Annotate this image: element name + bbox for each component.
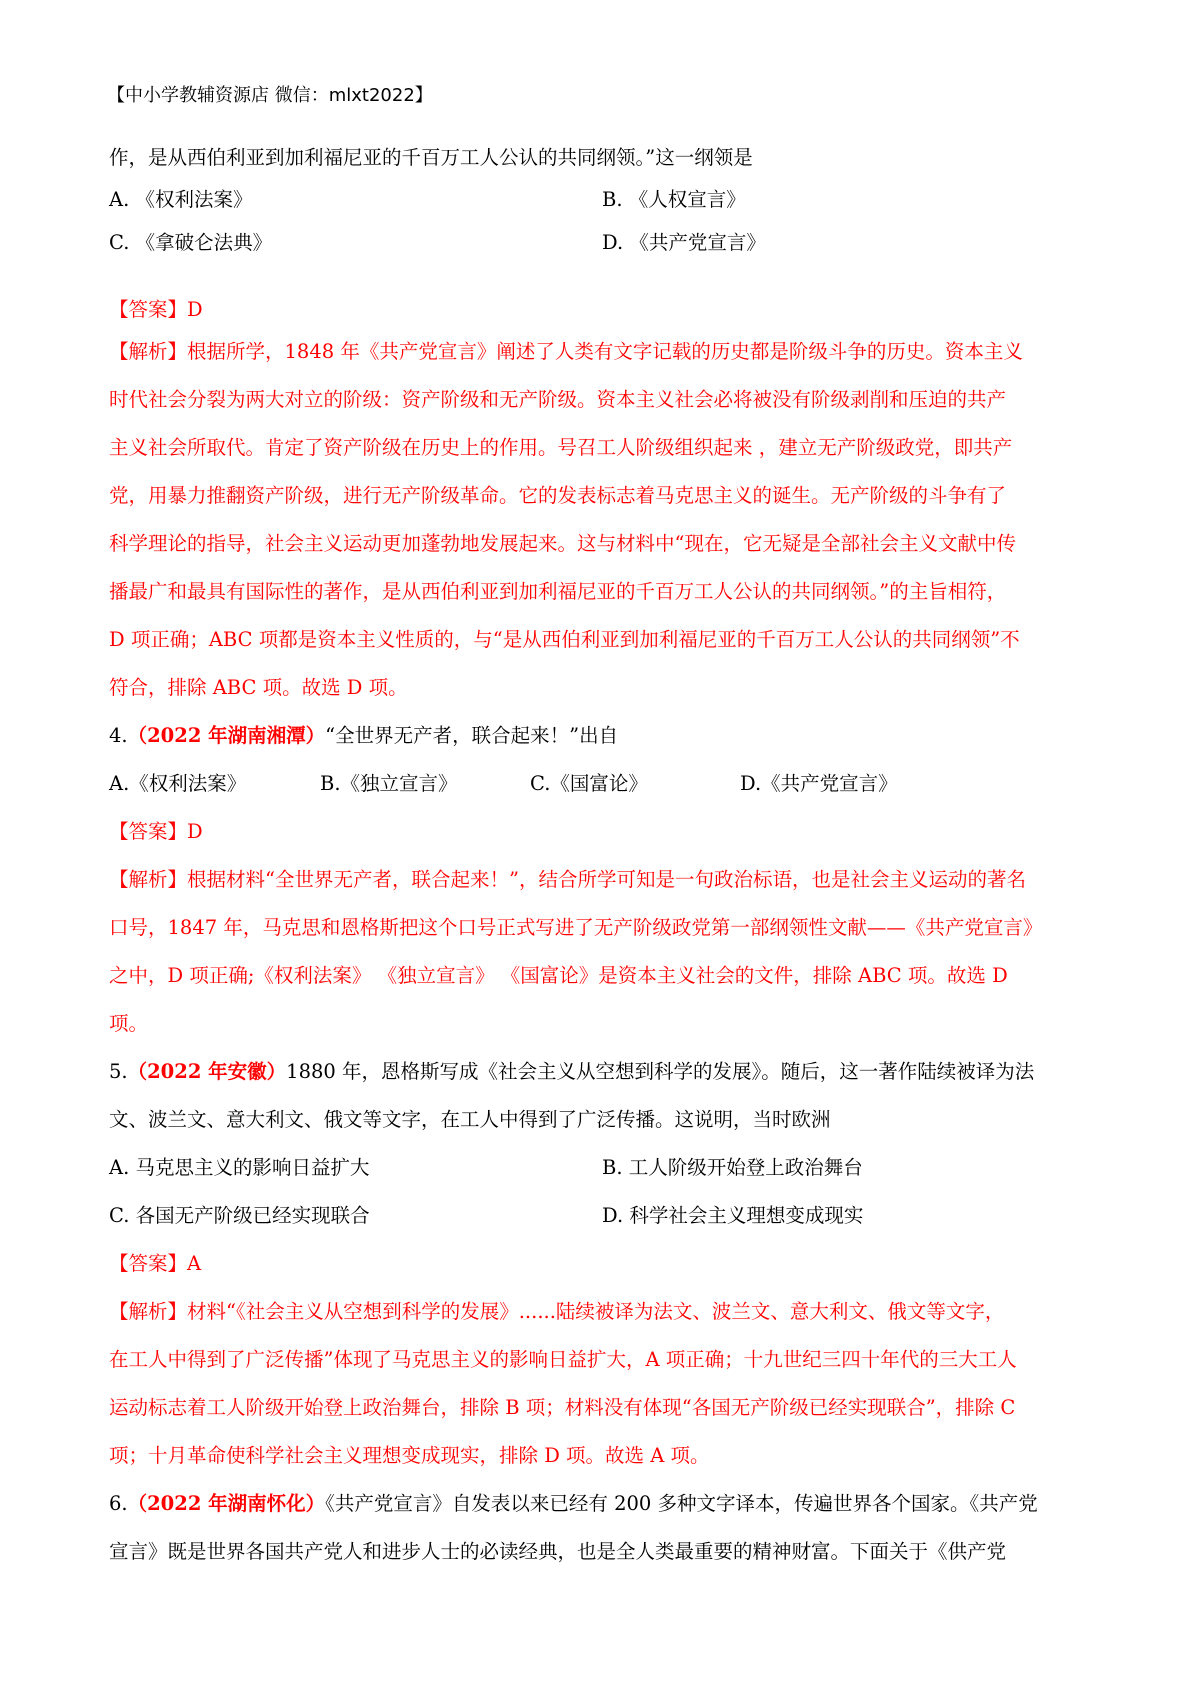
- q3-analysis-line: 时代社会分裂为两大对立的阶级：资产阶级和无产阶级。资本主义社会必将被没有阶级剥削和压迫的共产: [109, 388, 1007, 411]
- q3-analysis-line: 符合，排除 ABC 项。故选 D 项。: [109, 676, 408, 699]
- q5-analysis-line: 项；十月革命使科学社会主义理想变成现实，排除 D 项。故选 A 项。: [109, 1444, 710, 1467]
- q4-stem: [109, 724, 618, 748]
- q3-analysis-line: 【解析】根据所学，1848 年《共产党宣言》阐述了人类有文字记载的历史都是阶级斗争的历史。资本主义: [109, 340, 1023, 363]
- q4-stem-text: “全世界无产者，联合起来！”出自: [325, 724, 619, 747]
- q5-option-c: C. 各国无产阶级已经实现联合: [109, 1204, 370, 1227]
- q6-stem-line2: 宣言》既是世界各国共产党人和进步人士的必读经典，也是全人类最重要的精神财富。下面关于《供产党: [109, 1540, 1007, 1563]
- q6-stem-line1: [109, 1492, 1038, 1516]
- q4-analysis-line: 之中，D 项正确;《权利法案》 《独立宣言》 《国富论》是资本主义社会的文件，排除 ABC 项。故选 D: [109, 964, 1008, 987]
- q4-source: （2022 年湖南湘潭）: [127, 724, 326, 747]
- q6-stem-text: 《共产党宣言》自发表以来已经有 200 多种文字译本，传遍世界各个国家。《共产党: [325, 1492, 1038, 1515]
- q4-option-d: D.《共产党宣言》: [740, 772, 898, 795]
- q6-source: （2022 年湖南怀化）: [127, 1492, 326, 1515]
- q4-analysis-line: 口号，1847 年，马克思和恩格斯把这个口号正式写进了无产阶级政党第一部纲领性文献——《共产党宣言》: [109, 916, 1043, 939]
- q4-analysis-line: 【解析】根据材料“全世界无产者，联合起来！”，结合所学可知是一句政治标语，也是社会主义运动的著名: [109, 868, 1026, 891]
- q3-analysis-line: 党，用暴力推翻资产阶级，进行无产阶级革命。它的发表标志着马克思主义的诞生。无产阶级的斗争有了: [109, 484, 1007, 507]
- q3-analysis-line: 主义社会所取代。肯定了资产阶级在历史上的作用。号召工人阶级组织起来 ，建立无产阶级政党，即共产: [109, 436, 1013, 459]
- page-header: 【中小学教辅资源店 微信：mlxt2022】: [107, 85, 433, 106]
- q4-answer: 【答案】D: [109, 820, 203, 843]
- q5-analysis-line: 运动标志着工人阶级开始登上政治舞台，排除 B 项；材料没有体现“各国无产阶级已经实现联合”，排除 C: [109, 1396, 1016, 1419]
- q3-option-c: C. 《拿破仑法典》: [109, 231, 273, 254]
- q5-analysis-line: 在工人中得到了广泛传播”体现了马克思主义的影响日益扩大，A 项正确；十九世纪三四十年代的三大工人: [109, 1348, 1017, 1371]
- q4-number: 4.: [109, 724, 128, 747]
- q3-option-b: B. 《人权宣言》: [602, 188, 746, 211]
- q3-answer: 【答案】D: [109, 298, 203, 321]
- q5-number: 5.: [109, 1060, 128, 1083]
- q3-analysis-line: 播最广和最具有国际性的著作，是从西伯利亚到加利福尼亚的千百万工人公认的共同纲领。”的主旨相符，: [109, 580, 1007, 603]
- q5-answer: 【答案】A: [109, 1252, 202, 1275]
- q5-analysis-line: 【解析】材料“《社会主义从空想到科学的发展》......陆续被译为法文、波兰文、意大利文、俄文等文字，: [109, 1300, 1005, 1323]
- q3-analysis-line: 科学理论的指导，社会主义运动更加蓬勃地发展起来。这与材料中“现在，它无疑是全部社会主义文献中传: [109, 532, 1016, 555]
- q3-option-a: A. 《权利法案》: [109, 188, 253, 211]
- q4-option-b: B.《独立宣言》: [320, 772, 458, 795]
- q4-analysis-line: 项。: [109, 1012, 149, 1035]
- q5-option-d: D. 科学社会主义理想变成现实: [602, 1204, 864, 1227]
- q5-stem-line1: [109, 1060, 1034, 1084]
- q3-option-d: D. 《共产党宣言》: [602, 231, 766, 254]
- q4-option-c: C.《国富论》: [530, 772, 648, 795]
- q5-option-b: B. 工人阶级开始登上政治舞台: [602, 1156, 863, 1179]
- q5-stem-text: 1880 年，恩格斯写成《社会主义从空想到科学的发展》。随后，这一著作陆续被译为法: [286, 1060, 1035, 1083]
- q3-analysis-line: D 项正确；ABC 项都是资本主义性质的，与“是从西伯利亚到加利福尼亚的千百万工人公认的共同纲领”不: [109, 628, 1020, 651]
- q5-source: （2022 年安徽）: [127, 1060, 287, 1083]
- q5-option-a: A. 马克思主义的影响日益扩大: [109, 1156, 370, 1179]
- q4-option-a: A.《权利法案》: [109, 772, 247, 795]
- q5-stem-line2: 文、波兰文、意大利文、俄文等文字，在工人中得到了广泛传播。这说明，当时欧洲: [109, 1108, 831, 1131]
- q6-number: 6.: [109, 1492, 128, 1515]
- q3-stem-tail: 作，是从西伯利亚到加利福尼亚的千百万工人公认的共同纲领。”这一纲领是: [109, 146, 753, 169]
